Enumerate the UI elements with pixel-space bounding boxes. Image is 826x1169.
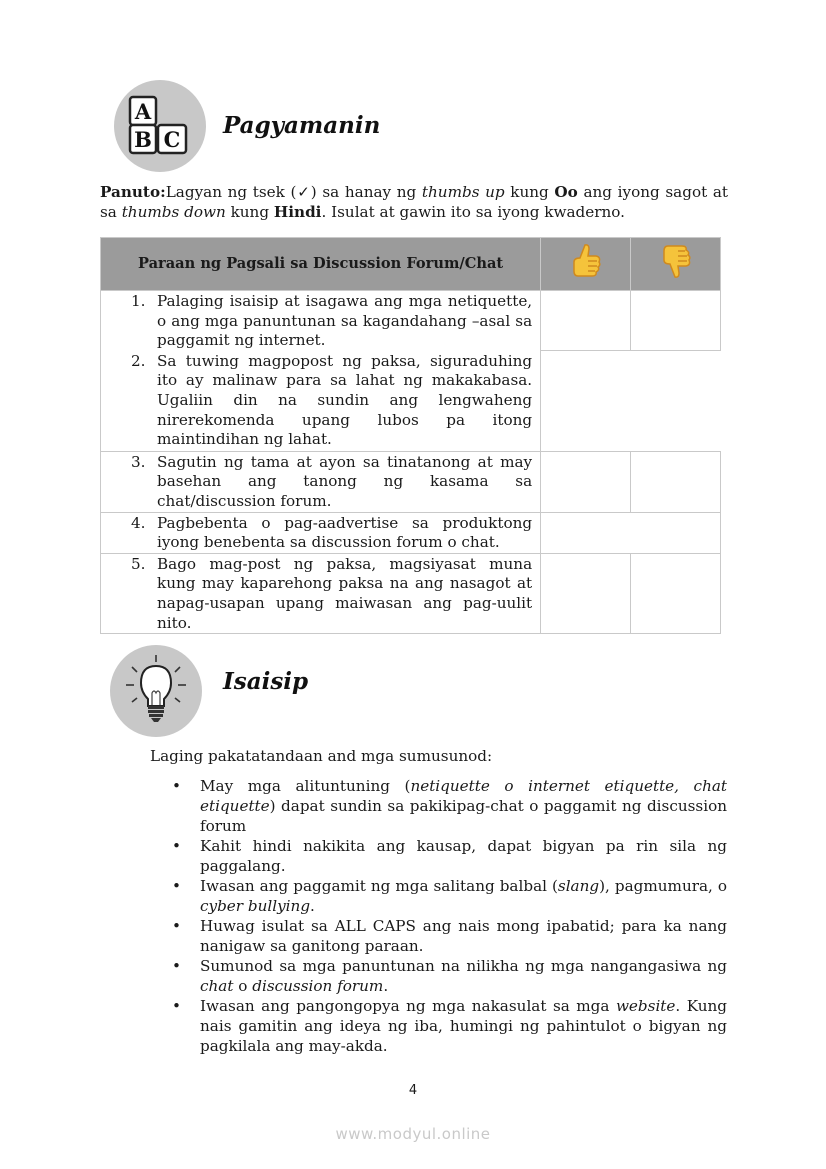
tip-text: Iwasan ang paggamit ng mga salitang balbal ( <box>200 877 558 895</box>
thumbs-down-answer-cell[interactable] <box>631 291 721 351</box>
thumbs-down-answer-cell[interactable] <box>631 451 721 512</box>
svg-text:C: C <box>163 127 181 152</box>
svg-text:B: B <box>134 127 152 152</box>
tip-text: May mga alituntuning ( <box>200 777 411 795</box>
svg-text:A: A <box>134 99 152 124</box>
row-number: 3. <box>131 452 146 471</box>
list-item <box>172 876 727 916</box>
isaisip-intro: Laging pakatatandaan and mga sumusunod: <box>150 747 493 765</box>
section-title-isaisip: Isaisip <box>223 668 309 695</box>
tip-italic: cyber bullying <box>200 897 311 915</box>
instructions-thumbs-up: thumbs up <box>421 183 505 201</box>
table-cell-question <box>101 291 541 351</box>
light-bulb-icon <box>110 645 202 737</box>
thumbs-down-header <box>631 238 721 291</box>
section-title-pagyamanin: Pagyamanin <box>223 112 381 139</box>
row-number: 5. <box>131 554 146 573</box>
table-row <box>101 553 721 633</box>
row-text: Sagutin ng tama at ayon sa tinatanong at may basehan ang tanong ng kasama sa chat/discussion forum. <box>157 452 533 510</box>
thumbs-up-answer-cell[interactable] <box>541 553 631 633</box>
tip-text: Huwag isulat sa ALL CAPS ang nais mong ipabatid; para ka nang nanigaw sa ganitong paraan. <box>200 917 727 955</box>
page-number: 4 <box>408 1083 418 1098</box>
instructions-text: kung <box>504 183 555 201</box>
thumbs-up-header <box>541 238 631 291</box>
instructions <box>100 182 728 222</box>
instructions-text: ) sa hanay ng <box>310 183 422 201</box>
table-row <box>101 512 721 553</box>
table-header-title: Paraan ng Pagsali sa Discussion Forum/Chat <box>101 238 541 291</box>
watermark: www.modyul.online <box>335 1125 491 1143</box>
instructions-text: . Isulat at gawin ito sa iyong kwaderno. <box>321 203 626 221</box>
row-number: 1. <box>131 292 146 310</box>
table-row <box>101 291 721 351</box>
instructions-thumbs-down: thumbs down <box>121 203 226 221</box>
thumbs-down-icon <box>656 241 696 281</box>
table-cell-question <box>101 553 541 633</box>
forum-checklist-table <box>100 237 721 634</box>
table-row <box>101 451 721 512</box>
list-item <box>172 836 727 876</box>
tip-italic: chat <box>200 977 234 995</box>
tip-italic: discussion forum <box>252 977 384 995</box>
tip-italic: slang <box>557 877 600 895</box>
instructions-text: Lagyan ng tsek ( <box>165 183 297 201</box>
tip-text: . <box>383 977 389 995</box>
instructions-hindi: Hindi <box>273 203 322 221</box>
list-item <box>172 776 727 836</box>
tip-text: Kahit hindi nakikita ang kausap, dapat bigyan pa rin sila ng paggalang. <box>200 837 727 875</box>
thumbs-down-answer-cell[interactable] <box>631 553 721 633</box>
thumbs-up-icon <box>566 241 606 281</box>
tip-text: . <box>310 897 315 915</box>
table-cell-question <box>101 451 541 512</box>
table-row <box>101 351 721 451</box>
instructions-text: kung <box>225 203 274 221</box>
light-bulb-graphic <box>110 645 202 737</box>
check-icon: ✓ <box>296 183 311 201</box>
row-number: 2. <box>131 351 146 370</box>
tip-text: . Kung nais gamitin ang ideya ng iba, humingi ng pahintulot o bigyan ng pagkilala ang may-akda. <box>200 997 727 1055</box>
row-text: Bago mag-post ng paksa, magsiyasat muna kung may kaparehong paksa na ang nasagot at napag-usapan upang maiwasan ang pag-uulit nito. <box>157 554 533 632</box>
thumbs-up-answer-cell[interactable] <box>541 451 631 512</box>
tip-italic: netiquette o internet etiquette, chat etiquette <box>200 777 728 815</box>
tip-text: Sumunod sa mga panuntunan na nilikha ng mga nangangasiwa ng <box>200 957 727 975</box>
abc-blocks-graphic <box>114 80 206 172</box>
isaisip-tips-list <box>172 776 727 1056</box>
tip-text: ) dapat sundin sa pakikipag-chat o paggamit ng discussion forum <box>200 797 727 835</box>
tip-text: Iwasan ang pangongopya ng mga nakasulat sa mga <box>200 997 616 1015</box>
abc-blocks-icon <box>114 80 206 172</box>
table-header-row <box>101 238 721 291</box>
thumbs-up-answer-cell[interactable] <box>541 291 631 351</box>
list-item <box>172 996 727 1056</box>
list-item <box>172 916 727 956</box>
tip-text: ), pagmumura, o <box>599 877 728 895</box>
row-text: Sa tuwing magpopost ng paksa, siguraduhing ito ay malinaw para sa lahat ng makakabasa. Ugaliin din na sundin ang lengwaheng nirerekomenda upang lubos pa itong maintindihan ng lahat. <box>157 351 533 449</box>
merged-answer-cell[interactable] <box>541 351 721 451</box>
row-text: Pagbebenta o pag-aadvertise sa produktong iyong benebenta sa discussion forum o chat. <box>157 513 533 552</box>
tip-text: o <box>233 977 253 995</box>
row-text: Palaging isaisip at isagawa ang mga netiquette, o ang mga panuntunan sa kagandahang –asal sa paggamit ng internet. <box>157 292 533 350</box>
instructions-label: Panuto: <box>100 183 166 201</box>
merged-answer-cell[interactable] <box>541 512 721 553</box>
list-item <box>172 956 727 996</box>
instructions-text: ang iyong sagot at sa <box>100 183 728 221</box>
row-number: 4. <box>131 513 146 532</box>
table-cell-question <box>101 512 541 553</box>
table-cell-question <box>101 351 541 451</box>
instructions-oo: Oo <box>554 183 578 201</box>
tip-italic: website <box>615 997 676 1015</box>
